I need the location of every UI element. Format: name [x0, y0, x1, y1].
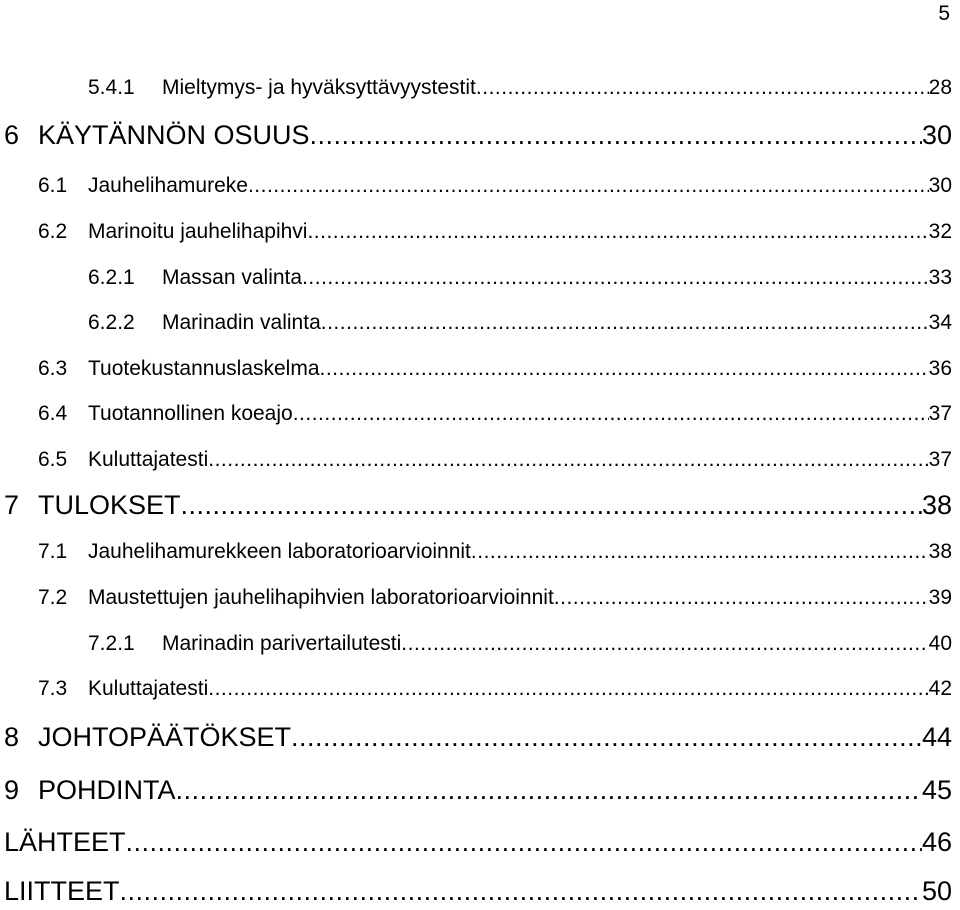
- dot-leader: [120, 876, 922, 907]
- toc-entry-page: 40: [928, 632, 952, 655]
- dot-leader: [176, 775, 922, 806]
- toc-entry-page: 45: [921, 775, 952, 805]
- toc-entry-6-1[interactable]: [38, 174, 952, 198]
- toc-entry-page: 37: [928, 448, 952, 471]
- toc-entry-title: Jauhelihamurekkeen laboratorioarvioinnit: [88, 540, 471, 563]
- toc-entry-7-2-1[interactable]: [88, 632, 952, 656]
- dot-leader: [471, 540, 929, 564]
- toc-entry-title: JOHTOPÄÄTÖKSET: [38, 722, 292, 752]
- toc-entry-6-2-2[interactable]: [88, 311, 952, 335]
- toc-entry-title: POHDINTA: [38, 775, 176, 805]
- toc-entry-5-4-1[interactable]: [88, 76, 952, 100]
- toc-entry-number: 6.2.2: [88, 311, 135, 334]
- toc-entry-title: LIITTEET: [4, 876, 120, 906]
- toc-entry-7-1[interactable]: [38, 540, 952, 564]
- toc-entry-number: 7.1: [38, 540, 68, 563]
- toc-entry-page: 30: [928, 174, 952, 197]
- toc-entry-title: KÄYTÄNNÖN OSUUS: [38, 120, 310, 150]
- toc-entry-number: 5.4.1: [88, 76, 135, 99]
- toc-entry-number: 6.2: [38, 220, 68, 243]
- toc-entry-page: 28: [928, 76, 952, 99]
- dot-leader: [401, 632, 928, 656]
- toc-entry-number: 6: [4, 120, 20, 150]
- toc-entry-title: LÄHTEET: [4, 827, 126, 857]
- toc-entry-6-3[interactable]: [38, 357, 952, 381]
- toc-entry-page: 46: [921, 827, 952, 857]
- toc-entry-title: Jauhelihamureke: [88, 174, 248, 197]
- dot-leader: [302, 266, 929, 290]
- toc-entry-title: Kuluttajatesti: [88, 448, 209, 471]
- dot-leader: [320, 357, 929, 381]
- toc-entry-number: 6.1: [38, 174, 68, 197]
- toc-entry-7-3[interactable]: [38, 677, 952, 701]
- dot-leader: [126, 827, 922, 858]
- dot-leader: [293, 402, 929, 426]
- dot-leader: [307, 220, 928, 244]
- toc-entry-page: 32: [928, 220, 952, 243]
- toc-entry-title: Mieltymys- ja hyväksyttävyystestit: [162, 76, 476, 99]
- dot-leader: [248, 174, 929, 198]
- toc-entry-page: 44: [921, 722, 952, 752]
- dot-leader: [476, 76, 929, 100]
- dot-leader: [291, 722, 922, 753]
- toc-entry-6-2-1[interactable]: [88, 266, 952, 290]
- dot-leader: [554, 586, 929, 610]
- toc-entry-6[interactable]: [4, 120, 952, 151]
- toc-entry-7[interactable]: [4, 490, 952, 521]
- toc-entry-title: Marinadin parivertailutesti: [162, 632, 402, 655]
- toc-entry-title: Marinoitu jauhelihapihvi: [88, 220, 308, 243]
- toc-entry-title: Massan valinta: [162, 266, 303, 289]
- toc-entry-page: 33: [928, 266, 952, 289]
- toc-entry-number: 6.5: [38, 448, 68, 471]
- toc-entry-title: Tuotekustannuslaskelma: [88, 357, 320, 380]
- toc-entry-title: TULOKSET: [38, 490, 181, 520]
- toc-entry-8[interactable]: [4, 722, 952, 753]
- dot-leader: [208, 677, 928, 701]
- dot-leader: [310, 120, 922, 151]
- toc-entry-liitteet[interactable]: [4, 876, 952, 907]
- toc-entry-number: 8: [4, 722, 20, 752]
- toc-entry-page: 38: [928, 540, 952, 563]
- toc-entry-9[interactable]: [4, 775, 952, 806]
- toc-entry-page: 37: [928, 402, 952, 425]
- toc-entry-6-2[interactable]: [38, 220, 952, 244]
- toc-entry-lahteet[interactable]: [4, 827, 952, 858]
- toc-entry-number: 7.2.1: [88, 632, 135, 655]
- toc-entry-number: 6.2.1: [88, 266, 135, 289]
- toc-entry-number: 7.2: [38, 586, 68, 609]
- toc-entry-title: Maustettujen jauhelihapihvien laboratorioarvioinnit: [88, 586, 554, 609]
- toc-entry-title: Tuotannollinen koeajo: [88, 402, 293, 425]
- toc-entry-7-2[interactable]: [38, 586, 952, 610]
- toc-entry-6-4[interactable]: [38, 402, 952, 426]
- toc-entry-number: 9: [4, 775, 20, 805]
- toc-entry-page: 42: [928, 677, 952, 700]
- dot-leader: [181, 490, 922, 521]
- dot-leader: [321, 311, 929, 335]
- toc-entry-page: 50: [921, 876, 952, 906]
- page-number: 5: [938, 2, 950, 25]
- dot-leader: [208, 448, 928, 472]
- toc-entry-number: 6.3: [38, 357, 68, 380]
- toc-entry-page: 36: [928, 357, 952, 380]
- toc-entry-title: Marinadin valinta: [162, 311, 321, 334]
- toc-entry-page: 39: [928, 586, 952, 609]
- toc-entry-6-5[interactable]: [38, 448, 952, 472]
- toc-entry-number: 7: [4, 490, 20, 520]
- toc-entry-page: 38: [921, 490, 952, 520]
- toc-entry-title: Kuluttajatesti: [88, 677, 209, 700]
- toc-entry-page: 30: [921, 120, 952, 150]
- toc-entry-number: 7.3: [38, 677, 68, 700]
- toc-entry-number: 6.4: [38, 402, 68, 425]
- toc-entry-page: 34: [928, 311, 952, 334]
